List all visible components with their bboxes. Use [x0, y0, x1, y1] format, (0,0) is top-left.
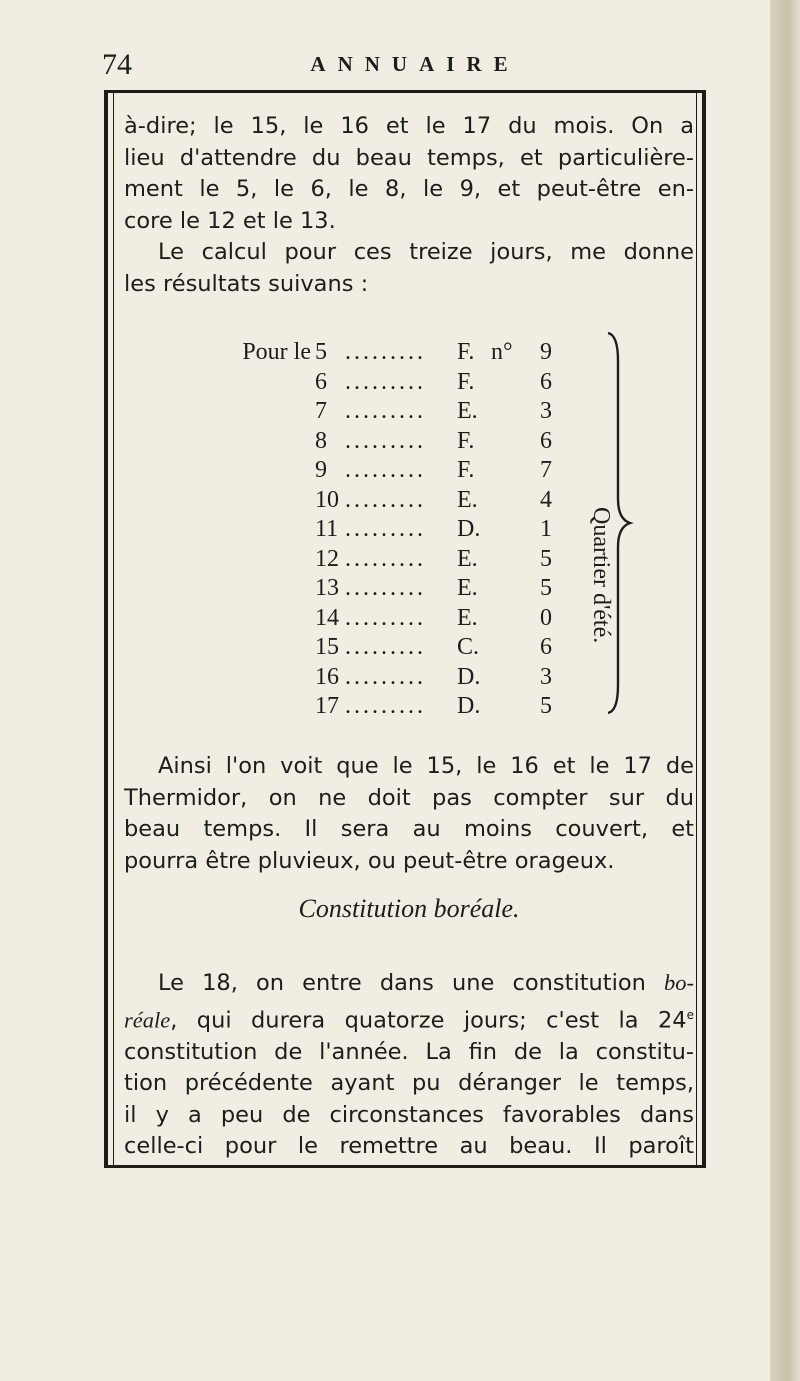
row-number: 5: [540, 545, 552, 572]
row-day: 5: [315, 339, 327, 365]
row-leader-dots: .........: [345, 486, 426, 513]
row-number: 6: [540, 634, 552, 660]
row-number: 1: [540, 516, 552, 542]
row-letter: E.: [457, 545, 478, 572]
text-line: il y a peu de circonstances favorables dans: [124, 1101, 694, 1128]
text-line: tion précédente ayant pu déranger le temps,: [124, 1070, 694, 1096]
row-number: 3: [540, 663, 552, 690]
section-title: Constitution boréale.: [298, 894, 520, 923]
row-leader-dots: .........: [345, 368, 426, 395]
forecast-table: [186, 337, 626, 737]
row-number-label: n°: [491, 339, 513, 365]
text-span: Le 18, on entre dans une constitution: [158, 970, 664, 996]
paragraph-4: [124, 967, 694, 1163]
page-edge: [770, 0, 800, 1381]
row-prefix: Pour le: [242, 339, 311, 365]
table-row: [186, 603, 561, 633]
italic-word: réale: [124, 1007, 171, 1032]
row-letter: D.: [457, 693, 481, 719]
row-number: 4: [540, 486, 552, 513]
row-day: 13: [315, 575, 339, 601]
table-row: [186, 662, 561, 692]
text-line: constitution de l'année. La fin de la constitu-: [124, 1038, 694, 1065]
row-leader-dots: .........: [345, 545, 426, 572]
row-letter: F.: [457, 427, 475, 454]
running-head: ANNUAIRE: [310, 52, 520, 76]
page-header: [100, 48, 700, 88]
row-leader-dots: .........: [345, 427, 426, 454]
row-day: 6: [315, 368, 327, 395]
table-row: [186, 455, 561, 485]
row-leader-dots: .........: [345, 398, 426, 424]
row-leader-dots: .........: [345, 457, 426, 483]
table-row: [186, 573, 561, 603]
row-leader-dots: .........: [345, 604, 426, 631]
text-line: à-dire; le 15, le 16 et le 17 du mois. On a: [124, 113, 694, 139]
table-row: [186, 396, 561, 426]
row-number: 3: [540, 398, 552, 424]
row-day: 14: [315, 604, 339, 631]
text-frame: [104, 90, 706, 1168]
row-leader-dots: .........: [345, 339, 426, 365]
row-letter: E.: [457, 575, 478, 601]
table-row: [186, 632, 561, 662]
superscript: e: [686, 1007, 694, 1022]
italic-word: bo-: [664, 970, 694, 995]
row-number: 9: [540, 339, 552, 365]
text-line: lieu d'attendre du beau temps, et particulière-: [124, 144, 694, 171]
season-note: Quartier d'été.: [588, 507, 614, 644]
text-line: [124, 1000, 694, 1037]
row-letter: E.: [457, 486, 478, 513]
row-number: 7: [540, 457, 552, 483]
row-number: 6: [540, 368, 552, 395]
text-line: les résultats suivans :: [124, 270, 369, 297]
row-letter: E.: [457, 398, 478, 424]
text-line: celle-ci pour le remettre au beau. Il paroît: [124, 1133, 694, 1159]
text-span: , qui durera quatorze jours; c'est la 24: [170, 1007, 687, 1033]
row-leader-dots: .........: [345, 663, 426, 690]
row-day: 9: [315, 457, 327, 483]
paragraph-1: [124, 111, 694, 237]
row-number: 0: [540, 604, 552, 631]
page-body: [124, 111, 694, 1159]
row-letter: C.: [457, 634, 480, 660]
text-line: Thermidor, on ne doit pas compter sur du: [124, 784, 694, 811]
row-number: 5: [540, 693, 552, 719]
row-day: 17: [315, 693, 339, 719]
row-letter: F.: [457, 457, 475, 483]
row-letter: D.: [457, 663, 481, 690]
row-number: 5: [540, 575, 552, 601]
table-row: [186, 337, 561, 367]
text-line: Ainsi l'on voit que le 15, le 16 et le 17 de: [158, 753, 694, 779]
text-line: ment le 5, le 6, le 8, le 9, et peut-être en-: [124, 176, 694, 202]
row-day: 8: [315, 427, 327, 454]
table-row: [186, 514, 561, 544]
row-leader-dots: .........: [345, 693, 426, 719]
row-letter: E.: [457, 604, 478, 631]
row-day: 15: [315, 634, 339, 660]
row-day: 10: [315, 486, 339, 513]
text-line: pourra être pluvieux, ou peut-être orageux.: [124, 847, 615, 874]
row-leader-dots: .........: [345, 575, 426, 601]
text-line: core le 12 et le 13.: [124, 207, 336, 234]
table-row: [186, 367, 561, 397]
table-row: [186, 544, 561, 574]
row-day: 12: [315, 545, 339, 572]
row-day: 7: [315, 398, 327, 424]
page-number: 74: [102, 48, 132, 81]
table-row: [186, 485, 561, 515]
paragraph-2: [124, 237, 694, 300]
table-row: [186, 691, 561, 721]
row-letter: F.: [457, 339, 475, 365]
text-line: Le calcul pour ces treize jours, me donne: [158, 239, 694, 265]
text-line: beau temps. Il sera au moins couvert, et: [124, 816, 694, 842]
text-line: [124, 967, 694, 1000]
row-letter: F.: [457, 368, 475, 395]
row-number: 6: [540, 427, 552, 454]
row-leader-dots: .........: [345, 634, 426, 660]
row-day: 16: [315, 663, 339, 690]
row-letter: D.: [457, 516, 481, 542]
row-leader-dots: .........: [345, 516, 426, 542]
table-row: [186, 426, 561, 456]
row-day: 11: [315, 516, 339, 542]
paragraph-3: [124, 751, 694, 877]
